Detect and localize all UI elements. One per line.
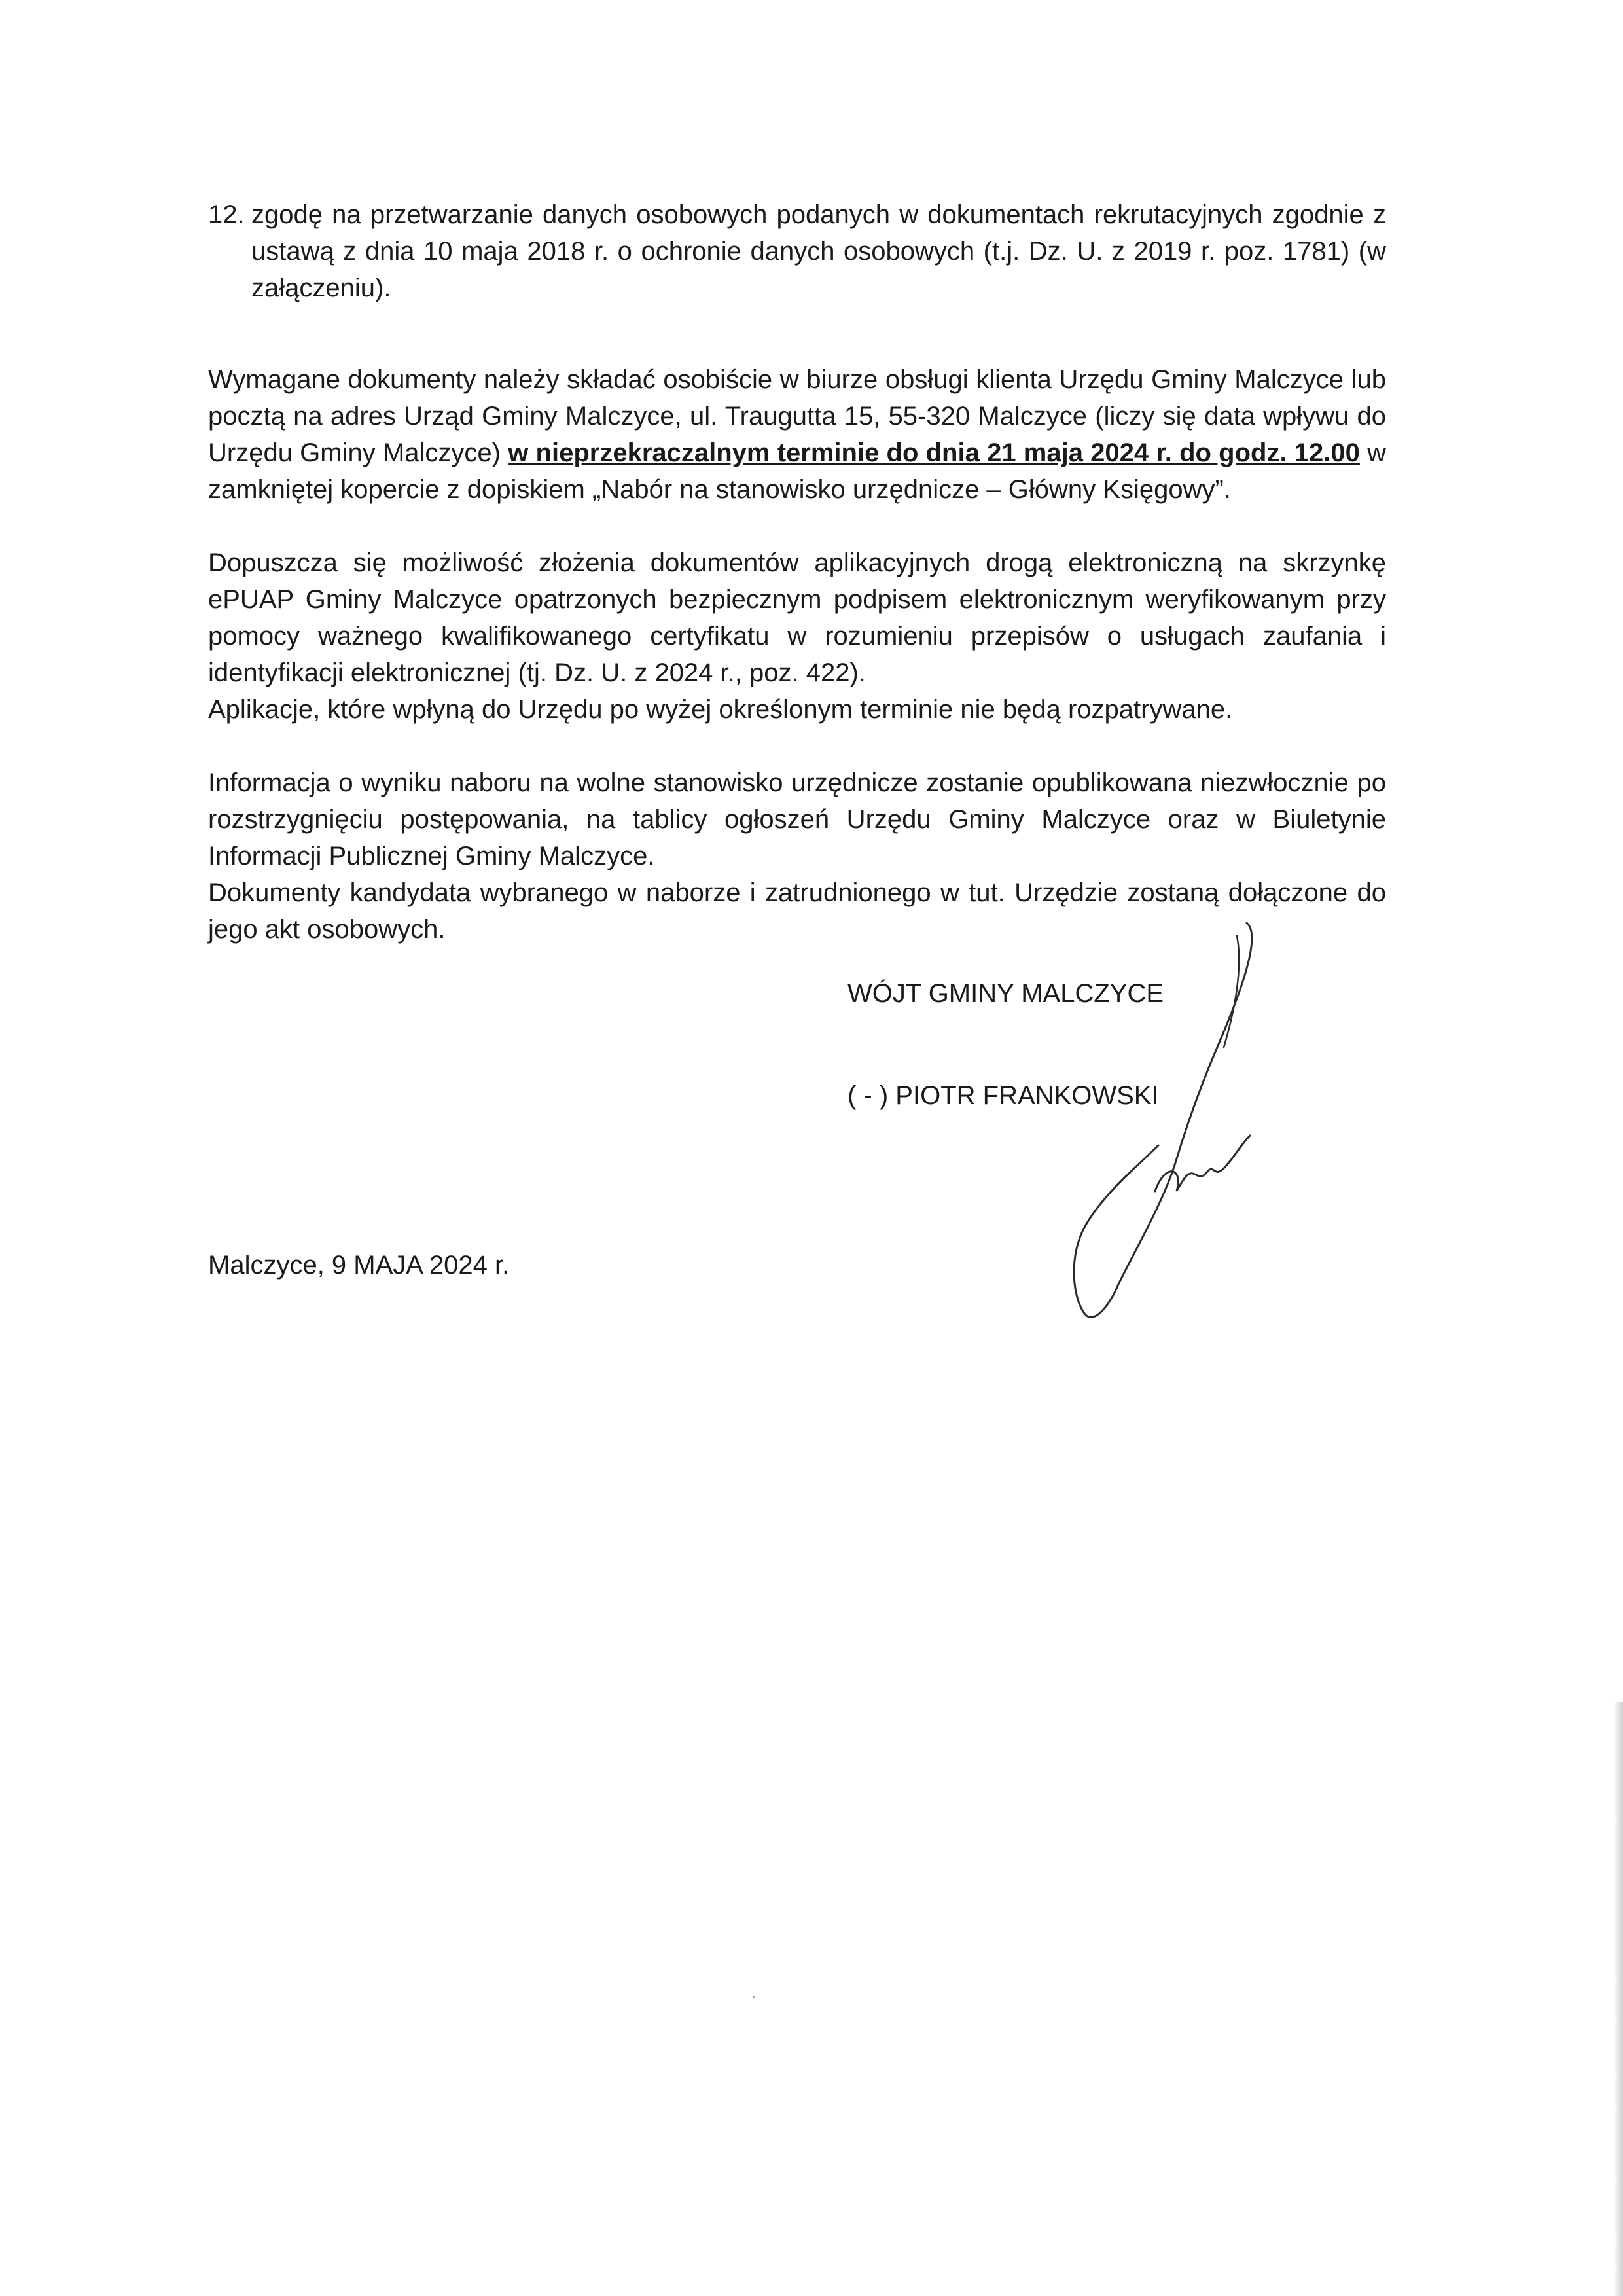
- submission-paragraph: [208, 361, 1386, 508]
- epuap-paragraph: Dopuszcza się możliwość złożenia dokumentów aplikacyjnych drogą elektroniczną na skrzynkę ePUAP Gminy Malczyce opatrzonych bezpiecznym podpisem elektronicznym weryfikowanym przy pomocy ważnego kwalifikowanego certyfikatu w rozumieniu przepisów o usługach zaufania i identyfikacji elektronicznej (tj. Dz. U. z 2024 r., poz. 422).: [208, 548, 1386, 687]
- document-body: [208, 196, 1386, 948]
- submission-text: Wymagane dokumenty należy składać osobiście w biurze obsługi klienta Urzędu Gminy Malczyce lub pocztą na adres Urząd Gminy Malczyce, ul. Traugutta 15, 55-320 Malczyce (liczy się data wpływu do Urzędu Gminy Malczyce): [208, 365, 1386, 467]
- late-applications-paragraph: Aplikacje, które wpłyną do Urzędu po wyżej określonym terminie nie będą rozpatrywane.: [208, 695, 1233, 724]
- documents-paragraph: Dokumenty kandydata wybranego w naborze i zatrudnionego w tut. Urzędzie zostaną dołączone do jego akt osobowych.: [208, 878, 1386, 944]
- results-paragraph: Informacja o wyniku naboru na wolne stanowisko urzędnicze zostanie opublikowana niezwłocznie po rozstrzygnięciu postępowania, na tablicy ogłoszeń Urzędu Gminy Malczyce oraz w Biuletynie Informacji Publicznej Gminy Malczyce.: [208, 768, 1386, 870]
- scan-edge-shadow: [1614, 1702, 1623, 2296]
- list-item-12: [208, 196, 1386, 306]
- envelope-text: w zamkniętej kopercie z dopiskiem „Nabór na stanowisko urzędnicze – Główny Księgowy”.: [208, 439, 1387, 504]
- handwritten-signature: [988, 916, 1289, 1335]
- signatory-name: ( - ) PIOTR FRANKOWSKI: [847, 1081, 1159, 1110]
- list-item-text: zgodę na przetwarzanie danych osobowych podanych w dokumentach rekrutacyjnych zgodnie z ustawą z dnia 10 maja 2018 r. o ochronie danych osobowych (t.j. Dz. U. z 2019 r. poz. 1781) (w załączeniu).: [251, 200, 1386, 302]
- list-item-number: 12.: [208, 200, 245, 229]
- deadline-text: w nieprzekraczalnym terminie do dnia 21 maja 2024 r. do godz. 12.00: [508, 439, 1360, 467]
- scan-speck: [753, 1996, 755, 1998]
- signatory-title: WÓJT GMINY MALCZYCE: [847, 979, 1164, 1008]
- place-and-date: Malczyce, 9 MAJA 2024 r.: [208, 1251, 510, 1280]
